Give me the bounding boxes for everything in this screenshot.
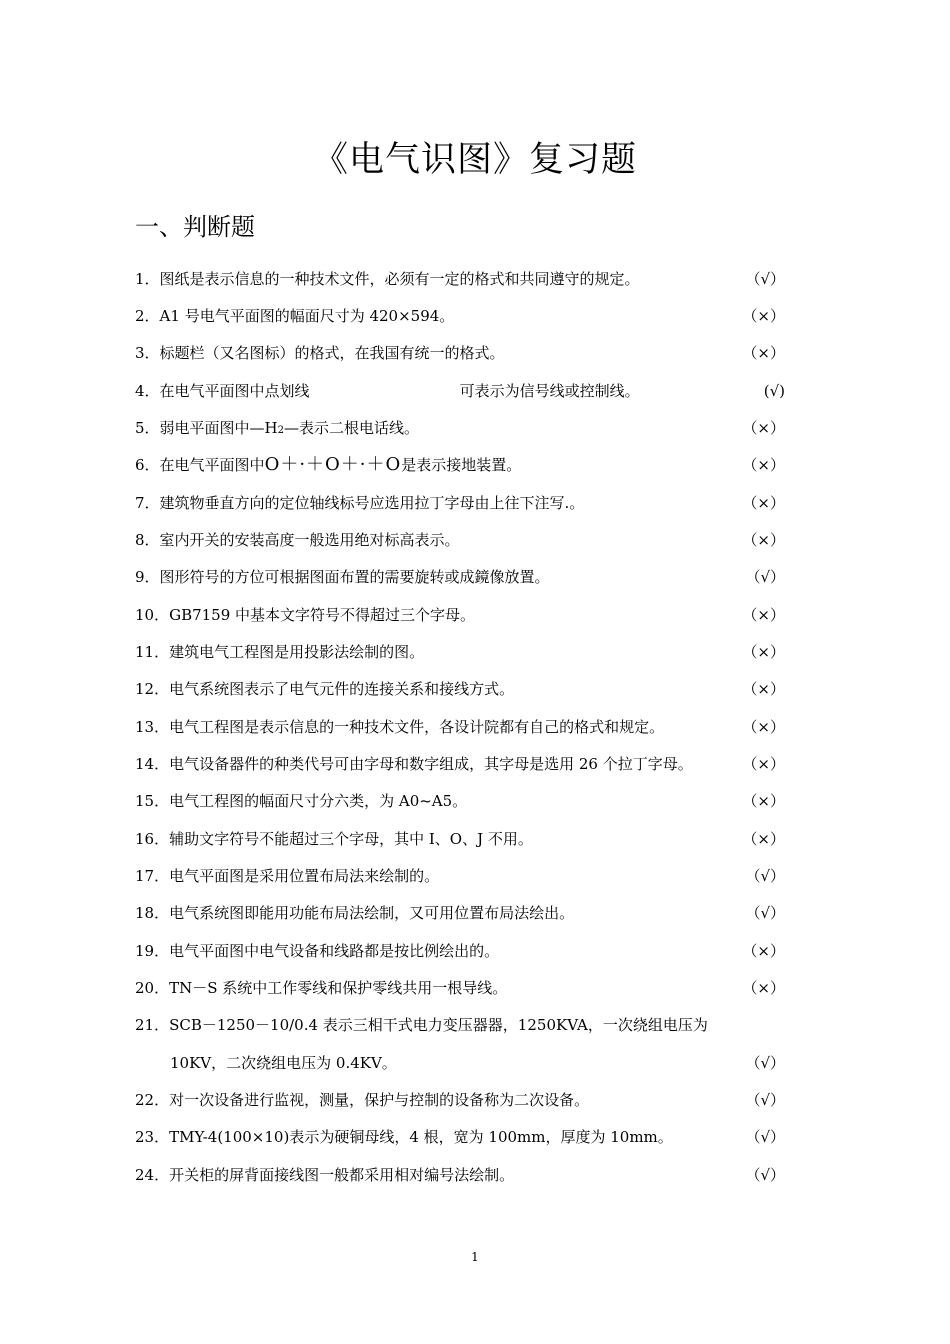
list-item — [135, 1160, 785, 1190]
section-heading: 一、判断题 — [135, 213, 255, 241]
item-text: 可表示为信号线或控制线。 — [459, 382, 640, 400]
item-answer: （√） — [745, 270, 785, 288]
item-number: 22． — [135, 1091, 170, 1109]
item-text: 图形符号的方位可根据图面布置的需要旋转或成鏡像放置。 — [159, 568, 550, 586]
item-text: SCB－1250－10/0.4 表示三相干式电力变压器器，1250KVA，一次绕组电压为 — [169, 1016, 708, 1034]
item-number: 7． — [135, 494, 160, 512]
list-item — [135, 712, 785, 742]
list-item — [135, 824, 785, 854]
item-text: 图纸是表示信息的一种技术文件，必须有一定的格式和共同遵守的规定。 — [159, 270, 640, 288]
item-text: TN－S 系统中工作零线和保护零线共用一根导线。 — [169, 979, 508, 997]
item-text: 标题栏（又名图标）的格式，在我国有统一的格式。 — [159, 344, 505, 362]
item-text: 电气系统图即能用功能布局法绘制，又可用位置布局法绘出。 — [169, 904, 575, 922]
item-number: 21． — [135, 1016, 170, 1034]
item-number: 10． — [135, 606, 170, 624]
list-item — [135, 264, 785, 294]
item-answer: （√） — [745, 1091, 785, 1109]
page-number: 1 — [471, 1250, 479, 1264]
list-item — [135, 338, 785, 368]
page-title: 《电气识图》复习题 — [312, 140, 637, 180]
item-number: 5． — [135, 419, 160, 437]
item-text: TMY-4(100×10)表示为硬铜母线，4 根，宽为 100mm，厚度为 10mm。 — [169, 1128, 673, 1146]
item-answer: （×） — [742, 531, 785, 549]
item-text: 建筑物垂直方向的定位轴线标号应选用拉丁字母由上往下注写.。 — [159, 494, 585, 512]
subscript: 2 — [277, 425, 285, 436]
list-item — [135, 786, 785, 816]
list-item — [135, 413, 785, 443]
item-text: 弱电平面图中—H — [159, 419, 278, 437]
item-text: 开关柜的屏背面接线图一般都采用相对编号法绘制。 — [169, 1166, 515, 1184]
item-number: 18． — [135, 904, 170, 922]
item-number: 15． — [135, 792, 170, 810]
item-text: 电气工程图是表示信息的一种技术文件，各设计院都有自己的格式和规定。 — [169, 718, 665, 736]
item-number: 23． — [135, 1128, 170, 1146]
item-number: 4． — [135, 382, 160, 400]
list-item — [135, 488, 785, 518]
item-text: 在电气平面图中 — [159, 456, 265, 474]
list-item — [135, 1122, 785, 1152]
item-text: 电气平面图中电气设备和线路都是按比例绘出的。 — [169, 942, 500, 960]
item-number: 19． — [135, 942, 170, 960]
item-number: 2． — [135, 307, 160, 325]
item-text: —表示二根电话线。 — [284, 419, 420, 437]
item-text: 建筑电气工程图是用投影法绘制的图。 — [169, 643, 425, 661]
list-item — [135, 861, 785, 891]
list-item — [135, 1085, 785, 1115]
list-item — [135, 600, 785, 630]
item-number: 16． — [135, 830, 170, 848]
item-text: 电气工程图的幅面尺寸分六类，为 A0~A5。 — [169, 792, 468, 810]
list-item — [135, 674, 785, 704]
item-number: 17． — [135, 867, 170, 885]
item-number: 3． — [135, 344, 160, 362]
item-answer: （×） — [742, 456, 785, 474]
item-text: 电气设备器件的种类代号可由字母和数字组成，其字母是选用 26 个拉丁字母。 — [169, 755, 693, 773]
item-text: 电气系统图表示了电气元件的连接关系和接线方式。 — [169, 680, 515, 698]
item-answer: （√） — [745, 1166, 785, 1184]
item-text: 电气平面图是采用位置布局法来绘制的。 — [169, 867, 440, 885]
item-text: 10KV，二次绕组电压为 0.4KV。 — [170, 1054, 397, 1072]
item-answer: （×） — [742, 755, 785, 773]
item-answer: （×） — [742, 718, 785, 736]
item-number: 24． — [135, 1166, 170, 1184]
list-item — [135, 450, 785, 480]
item-number: 13． — [135, 718, 170, 736]
item-number: 9． — [135, 568, 160, 586]
item-answer: （√） — [745, 1054, 785, 1072]
item-answer: （√） — [745, 568, 785, 586]
item-answer: （×） — [742, 494, 785, 512]
item-answer: （×） — [742, 979, 785, 997]
item-number: 12． — [135, 680, 170, 698]
item-answer: （×） — [742, 643, 785, 661]
item-text: 对一次设备进行监视，测量，保护与控制的设备称为二次设备。 — [169, 1091, 590, 1109]
list-item — [135, 376, 785, 406]
item-number: 11． — [135, 643, 170, 661]
item-answer: （×） — [742, 830, 785, 848]
list-item — [135, 898, 785, 928]
item-number: 20． — [135, 979, 170, 997]
item-text: 在电气平面图中点划线 — [159, 382, 310, 400]
item-text: 是表示接地装置。 — [401, 456, 522, 474]
item-answer: （×） — [742, 680, 785, 698]
item-answer: （×） — [742, 942, 785, 960]
item-answer: （×） — [742, 344, 785, 362]
item-number: 6． — [135, 456, 160, 474]
item-answer: （×） — [742, 606, 785, 624]
list-item — [135, 749, 785, 779]
item-answer: （√） — [745, 867, 785, 885]
list-item-continuation — [170, 1048, 785, 1078]
item-text: GB7159 中基本文字符号不得超过三个字母。 — [169, 606, 476, 624]
item-answer: （×） — [742, 792, 785, 810]
item-answer: （×） — [742, 419, 785, 437]
item-text: 辅助文字符号不能超过三个字母，其中 I、O、J 不用。 — [169, 830, 533, 848]
list-item — [135, 936, 785, 966]
list-item — [135, 525, 785, 555]
item-answer: （√） — [745, 1128, 785, 1146]
item-number: 8． — [135, 531, 160, 549]
list-item — [135, 301, 785, 331]
grounding-symbol: O＋·＋O＋·＋O — [264, 454, 402, 475]
item-text: A1 号电气平面图的幅面尺寸为 420×594。 — [159, 307, 455, 325]
list-item — [135, 973, 785, 1003]
list-item — [135, 637, 785, 667]
list-item — [135, 562, 785, 592]
item-answer: （×） — [742, 307, 785, 325]
item-answer: (√) — [763, 382, 785, 400]
list-item — [135, 1010, 785, 1040]
item-answer: （√） — [745, 904, 785, 922]
item-text: 室内开关的安装高度一般选用绝对标高表示。 — [159, 531, 460, 549]
item-number: 14． — [135, 755, 170, 773]
item-number: 1． — [135, 270, 160, 288]
